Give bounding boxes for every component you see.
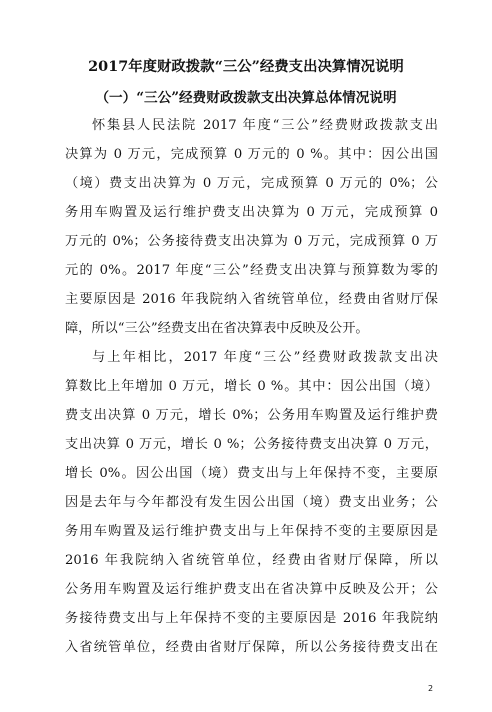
paragraph-line: 与上年相比，2017 年度“三公”经费财政拨款支出决	[92, 350, 438, 365]
paragraph-line: 元的 0%。2017 年度“三公”经费支出决算与预算数为零的	[65, 263, 438, 278]
paragraph-line: 务接待费支出与上年保持不变的主要原因是 2016 年我院纳	[65, 611, 438, 626]
paragraph-line: 因是去年与今年都没有发生因公出国（境）费支出业务；公	[65, 495, 438, 510]
paragraph-line: 入省统管单位，经费由省财厅保障，所以公务接待费支出在	[65, 640, 438, 655]
paragraph-line: 怀集县人民法院 2017 年度“三公”经费财政拨款支出	[92, 118, 438, 133]
document-title: 2017年度财政拨款“三公”经费支出决算情况说明	[88, 58, 404, 75]
paragraph-line: 算数比上年增加 0 万元，增长 0 %。其中：因公出国（境）	[65, 379, 438, 394]
paragraph-line: 支出决算 0 万元，增长 0 %；公务接待费支出决算 0 万元，	[65, 437, 438, 452]
paragraph-line: 2016 年我院纳入省统管单位，经费由省财厅保障，所以	[65, 553, 438, 568]
paragraph-line: 决算为 0 万元，完成预算 0 万元的 0 %。其中：因公出国	[65, 147, 438, 162]
paragraph-line: 公务用车购置及运行维护费支出在省决算中反映及公开；公	[65, 582, 438, 597]
paragraph-line: 务用车购置及运行维护费支出决算为 0 万元，完成预算 0	[65, 205, 438, 220]
paragraph-line: 费支出决算 0 万元，增长 0%；公务用车购置及运行维护费	[65, 408, 438, 423]
paragraph-line: 障，所以“三公”经费支出在省决算表中反映及公开。	[65, 321, 369, 336]
section-heading: （一）“三公”经费财政拨款支出决算总体情况说明	[95, 90, 397, 106]
paragraph-line: 主要原因是 2016 年我院纳入省统管单位，经费由省财厅保	[65, 292, 438, 307]
page-number: 2	[428, 684, 434, 693]
paragraph-line: 增长 0%。因公出国（境）费支出与上年保持不变，主要原	[65, 466, 438, 481]
paragraph-line: 万元的 0%；公务接待费支出决算为 0 万元，完成预算 0 万	[65, 234, 438, 249]
paragraph-line: 务用车购置及运行维护费支出与上年保持不变的主要原因是	[65, 524, 438, 539]
paragraph-line: （境）费支出决算为 0 万元，完成预算 0 万元的 0%；公	[65, 176, 438, 191]
